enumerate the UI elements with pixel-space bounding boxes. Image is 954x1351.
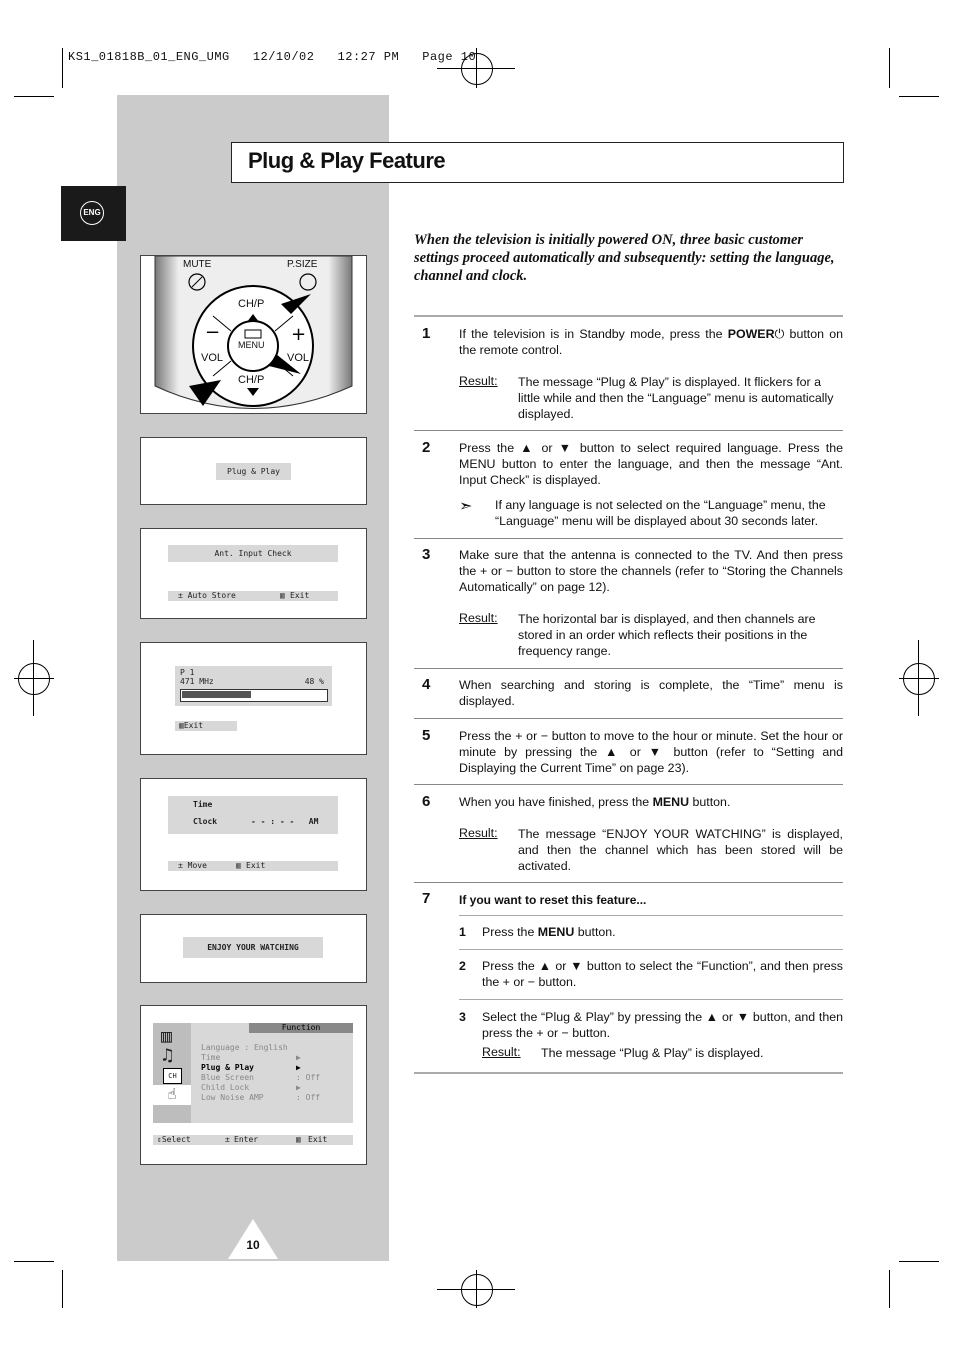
step-1-text-a: If the television is in Standby mode, press the bbox=[459, 327, 723, 341]
sub-step-divider bbox=[459, 949, 843, 950]
step-divider bbox=[414, 668, 843, 669]
menu-icon: ▥ bbox=[296, 1135, 301, 1144]
crop-mark bbox=[476, 1270, 477, 1308]
osd-label: ENJOY YOUR WATCHING bbox=[183, 937, 323, 958]
osd-footer bbox=[175, 721, 237, 731]
menu-item-value: : Off bbox=[296, 1073, 321, 1082]
remote-illustration bbox=[140, 255, 367, 414]
select-label: Select bbox=[161, 1135, 191, 1144]
osd-plug-and-play bbox=[140, 437, 367, 505]
channel-icon: CH bbox=[163, 1068, 182, 1084]
step-number: 6 bbox=[422, 793, 431, 810]
osd-footer bbox=[168, 591, 338, 601]
step-6-text-b: button. bbox=[692, 795, 731, 809]
crop-mark bbox=[476, 48, 477, 88]
step-divider bbox=[414, 430, 843, 431]
step-1-text bbox=[459, 326, 843, 358]
crop-mark bbox=[14, 678, 54, 679]
registration-mark bbox=[18, 663, 50, 695]
osd-enjoy-your-watching bbox=[140, 914, 367, 983]
percent-label: 48 % bbox=[304, 677, 324, 686]
menu-keyword: MENU bbox=[652, 795, 690, 809]
function-hand-icon: ☝ bbox=[153, 1085, 191, 1105]
menu-header: Function bbox=[249, 1023, 353, 1033]
menu-item-value: ▶ bbox=[296, 1063, 301, 1072]
osd-footer bbox=[153, 1135, 353, 1145]
step-divider bbox=[414, 882, 843, 883]
time-title: Time bbox=[193, 800, 213, 809]
note-arrow-icon: ➣ bbox=[459, 498, 473, 515]
section-divider bbox=[414, 315, 843, 317]
osd-ant-input-check bbox=[140, 528, 367, 619]
svg-text:+: + bbox=[291, 324, 307, 345]
progress-bar bbox=[180, 689, 328, 702]
menu-icon-column bbox=[153, 1023, 191, 1123]
osd-footer bbox=[168, 861, 338, 871]
plus-minus-icon: ± bbox=[178, 591, 183, 600]
print-header: KS1_01818B_01_ENG_UMG 12/10/02 12:27 PM Page 10 bbox=[68, 50, 477, 64]
sub-step-1-text-b: button. bbox=[577, 925, 616, 939]
menu-item[interactable] bbox=[201, 1053, 351, 1063]
exit-label: Exit bbox=[290, 591, 310, 600]
plus-minus-icon: ± bbox=[225, 1135, 230, 1144]
step-number: 3 bbox=[422, 546, 431, 563]
sub-step-divider bbox=[459, 999, 843, 1000]
auto-store-label: Auto Store bbox=[187, 591, 236, 600]
step-1-result: The message “Plug & Play” is displayed. It flickers for a little while and then the “Language” menu is automatically displayed. bbox=[518, 375, 834, 421]
menu-item[interactable] bbox=[201, 1073, 351, 1083]
step-2-text: Press the ▲ or ▼ button to select required language. Press the MENU button to enter the language, and then the message “Ant. Input Check” is displayed. bbox=[459, 441, 843, 487]
step-divider bbox=[414, 538, 843, 539]
vol-right-label: VOL bbox=[287, 352, 310, 364]
menu-item-label: Plug & Play bbox=[201, 1063, 254, 1072]
step-3-text: Make sure that the antenna is connected to the TV. And then press the + or − button to store the channels (refer to “Storing the Channels Automatically” on page 12). bbox=[459, 548, 843, 594]
step-number: 2 bbox=[422, 439, 431, 456]
menu-icon: ▥ bbox=[179, 721, 184, 730]
osd-menu-box bbox=[153, 1023, 353, 1123]
result-label: Result: bbox=[459, 826, 498, 840]
move-label: Move bbox=[187, 861, 207, 870]
sub-step-number: 3 bbox=[459, 1010, 466, 1024]
crop-mark bbox=[899, 1261, 939, 1262]
step-number: 4 bbox=[422, 676, 431, 693]
step-6-text bbox=[459, 794, 843, 810]
up-down-icon: ⇕ bbox=[157, 1135, 162, 1144]
osd-time bbox=[140, 778, 367, 891]
mute-label: MUTE bbox=[183, 259, 212, 270]
power-keyword: POWER bbox=[727, 327, 775, 341]
menu-item-value: ▶ bbox=[296, 1053, 301, 1062]
menu-item[interactable] bbox=[201, 1063, 351, 1073]
crop-mark bbox=[899, 678, 939, 679]
menu-item[interactable] bbox=[201, 1083, 351, 1093]
psize-label: P.SIZE bbox=[287, 259, 318, 270]
menu-item[interactable] bbox=[201, 1043, 351, 1053]
menu-item-label: Child Lock bbox=[201, 1083, 250, 1092]
crop-mark bbox=[62, 1270, 63, 1308]
remote-graphic bbox=[141, 256, 366, 413]
crop-mark bbox=[889, 1270, 890, 1308]
menu-label: MENU bbox=[238, 340, 265, 350]
sub-step-number: 2 bbox=[459, 959, 466, 973]
crop-mark bbox=[918, 640, 919, 716]
vol-left-label: VOL bbox=[201, 352, 224, 364]
menu-items bbox=[201, 1043, 351, 1103]
crop-mark bbox=[62, 48, 63, 88]
chp-top-label: CH/P bbox=[238, 298, 265, 310]
channel-label: P 1 bbox=[180, 668, 195, 677]
menu-item-label: Blue Screen bbox=[201, 1073, 254, 1082]
sub-step-divider bbox=[459, 915, 843, 916]
step-number: 7 bbox=[422, 890, 431, 907]
enter-label: Enter bbox=[234, 1135, 259, 1144]
registration-mark bbox=[461, 53, 493, 85]
chp-bottom-label: CH/P bbox=[238, 374, 265, 386]
step-2-note: If any language is not selected on the “Language” menu, the “Language” menu will be displayed about 30 seconds later. bbox=[495, 498, 826, 528]
exit-label: Exit bbox=[183, 721, 204, 730]
registration-mark bbox=[903, 663, 935, 695]
sub-step-1-text-a: Press the bbox=[482, 925, 535, 939]
menu-icon: ▥ bbox=[280, 591, 285, 600]
clock-label: Clock bbox=[193, 817, 218, 826]
page-title: Plug & Play Feature bbox=[248, 148, 446, 173]
osd-label: Plug & Play bbox=[216, 463, 291, 480]
menu-keyword: MENU bbox=[537, 925, 575, 939]
clock-value: - - : - - AM bbox=[251, 817, 319, 826]
intro-text: When the television is initially powered ON, three basic customer settings proceed automatically and subsequently: setting the language, channel and clock. bbox=[414, 232, 835, 284]
menu-item-value: ▶ bbox=[296, 1083, 301, 1092]
crop-mark bbox=[889, 48, 890, 88]
osd-progress-box bbox=[175, 666, 332, 706]
menu-item-label: Low Noise AMP bbox=[201, 1093, 264, 1102]
language-badge: ENG bbox=[80, 201, 104, 225]
power-icon: ⏻ bbox=[774, 327, 785, 341]
step-divider bbox=[414, 784, 843, 785]
osd-function-menu bbox=[140, 1005, 367, 1165]
step-3-result: The horizontal bar is displayed, and then channels are stored in an order which reflects their positions in the frequency range. bbox=[518, 612, 816, 658]
exit-label: Exit bbox=[308, 1135, 328, 1144]
sub-step-3-result: The message “Plug & Play” is displayed. bbox=[541, 1046, 764, 1060]
step-number: 5 bbox=[422, 727, 431, 744]
menu-item-label: Language : English bbox=[201, 1043, 288, 1052]
crop-mark bbox=[14, 1261, 54, 1262]
crop-mark bbox=[33, 640, 34, 716]
progress-fill bbox=[182, 691, 251, 698]
section-divider bbox=[414, 1072, 843, 1074]
sub-step-number: 1 bbox=[459, 925, 466, 939]
step-4-text: When searching and storing is complete, the “Time” menu is displayed. bbox=[459, 678, 843, 708]
result-label: Result: bbox=[459, 374, 498, 388]
step-5-text: Press the + or − button to move to the hour or minute. Set the hour or minute by pressing the ▲ or ▼ button (refer to “Setting and Displaying the Current Time” on page 23). bbox=[459, 729, 843, 775]
registration-mark bbox=[461, 1274, 493, 1306]
plus-minus-icon: ± bbox=[178, 861, 183, 870]
menu-icon: ▥ bbox=[236, 861, 241, 870]
language-tab bbox=[61, 186, 126, 241]
sub-step-1-text bbox=[482, 924, 843, 940]
crop-mark bbox=[899, 96, 939, 97]
page-number: 10 bbox=[246, 1238, 260, 1252]
result-label: Result: bbox=[482, 1045, 521, 1059]
crop-mark bbox=[14, 96, 54, 97]
result-label: Result: bbox=[459, 611, 498, 625]
osd-title: Ant. Input Check bbox=[168, 545, 338, 562]
menu-item[interactable] bbox=[201, 1093, 351, 1103]
step-6-text-a: When you have finished, press the bbox=[459, 795, 650, 809]
frequency-label: 471 MHz bbox=[180, 677, 214, 686]
sub-step-3-text: Select the “Plug & Play” by pressing the ▲ or ▼ button, and then press the + or − button. bbox=[482, 1010, 843, 1040]
osd-time-box bbox=[168, 796, 338, 834]
sound-icon: ♫ bbox=[162, 1045, 173, 1066]
svg-text:−: − bbox=[205, 322, 221, 343]
menu-item-label: Time bbox=[201, 1053, 221, 1062]
step-7-heading: If you want to reset this feature... bbox=[459, 893, 647, 907]
step-divider bbox=[414, 718, 843, 719]
exit-label: Exit bbox=[246, 861, 266, 870]
picture-icon: ▥ bbox=[161, 1026, 172, 1047]
step-1-text-b: button on the remote control. bbox=[459, 327, 843, 357]
step-6-result: The message “ENJOY YOUR WATCHING” is displayed, and then the channel which has been stored will be activated. bbox=[518, 827, 843, 873]
osd-scan-progress bbox=[140, 642, 367, 755]
title-box bbox=[231, 142, 844, 183]
menu-item-value: : Off bbox=[296, 1093, 321, 1102]
step-number: 1 bbox=[422, 325, 431, 342]
sub-step-2-text: Press the ▲ or ▼ button to select the “Function”, and then press the + or − button. bbox=[482, 959, 843, 989]
